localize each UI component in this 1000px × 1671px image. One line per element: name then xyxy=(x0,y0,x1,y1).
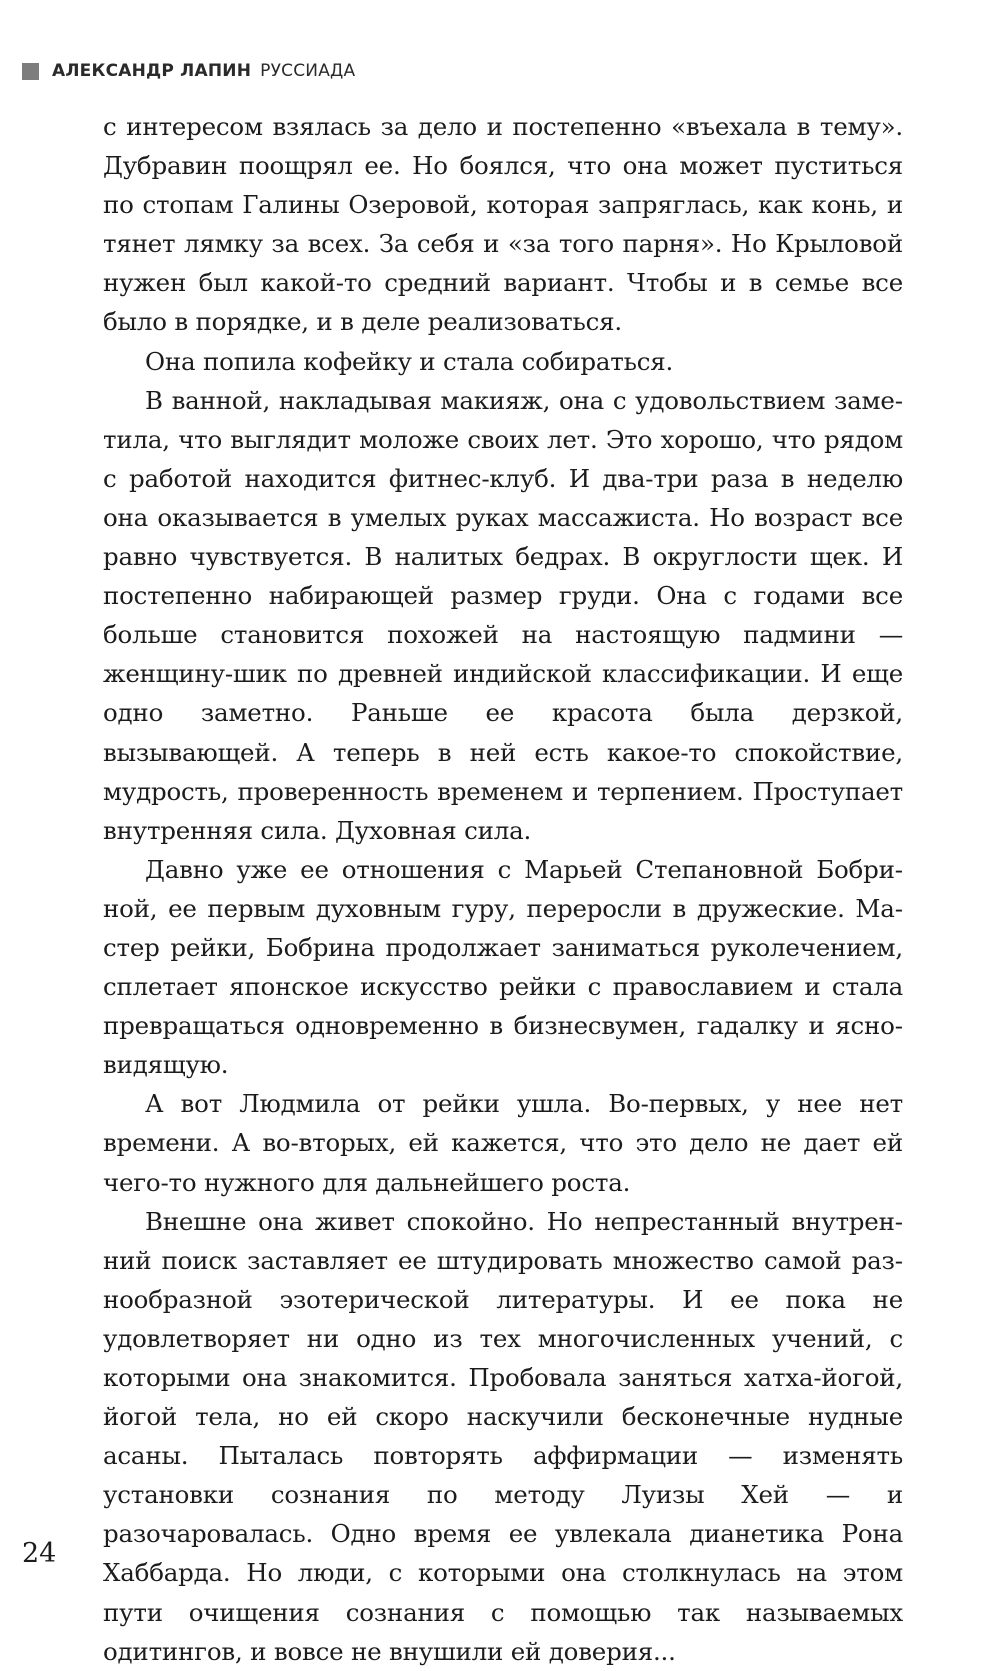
paragraph: Она попила кофейку и стала собираться. xyxy=(145,346,674,376)
body-text xyxy=(103,107,903,1671)
paragraph: А вот Людмила от рейки ушла. Во-первых, у нее нет времени. А во-вторых, ей кажется, что это дело не дает ей чего-то нужного для дальнейшего роста. xyxy=(103,1089,903,1197)
header-book-title: РУССИАДА xyxy=(260,61,356,81)
page-number: 24 xyxy=(22,1538,57,1569)
paragraph: Внешне она живет спокойно. Но непрестанный внутренний поиск заставляет ее штудировать множество самой разнообразной эзотерической литературы. И ее пока не удовлетворяет ни одно из тех многочисленных учений, с которыми она знакомится. Пробовала заняться хатха-йогой, йогой тела, но ей скоро наскучили бесконечные нудные асаны. Пыталась повторять аффирмации — изменять установки сознания по методу Луизы Хей — и разочаровалась. Одно время ее увлекала дианетика Рона Хаббарда. Но люди, с которыми она столкнулась на этом пути очищения сознания с помощью так называемых одитингов, и вовсе не внушили ей доверия... xyxy=(103,1206,903,1666)
paragraph: В ванной, накладывая макияж, она с удовольствием заметила, что выглядит моложе своих лет. Это хорошо, что рядом с работой находится фитнес-клуб. И два-три раза в неделю она оказывается в умелых руках массажиста. Но возраст все равно чувствуется. В налитых бедрах. В округлости щек. И постепенно набирающей размер груди. Она с годами все больше становится похожей на настоящую падмини — женщину-шик по древней индийской классификации. И еще одно заметно. Раньше ее красота была дерзкой, вызывающей. А теперь в ней есть какое-то спокойствие, мудрость, проверенность временем и терпением. Проступает внутренняя сила. Духовная сила. xyxy=(103,385,903,845)
header-square-mark xyxy=(22,63,39,80)
header-author: АЛЕКСАНДР ЛАПИН xyxy=(52,61,252,81)
paragraph: Давно уже ее отношения с Марьей Степановной Бобриной, ее первым духовным гуру, переросли в дружеские. Мастер рейки, Бобрина продолжает заниматься руколечением, сплетает японское искусство рейки с православием и стала превращаться одновременно в бизнесвумен, гадалку и ясновидящую. xyxy=(103,854,903,1080)
paragraph: с интересом взялась за дело и постепенно «въехала в тему». Дубравин поощрял ее. Но боялся, что она может пуститься по стопам Галины Озеровой, которая запряглась, как конь, и тянет лямку за всех. За себя и «за того парня». Но Крыловой нужен был какой-то средний вариант. Чтобы и в семье все было в порядке, и в деле реализоваться. xyxy=(103,112,903,337)
running-head xyxy=(22,58,355,84)
